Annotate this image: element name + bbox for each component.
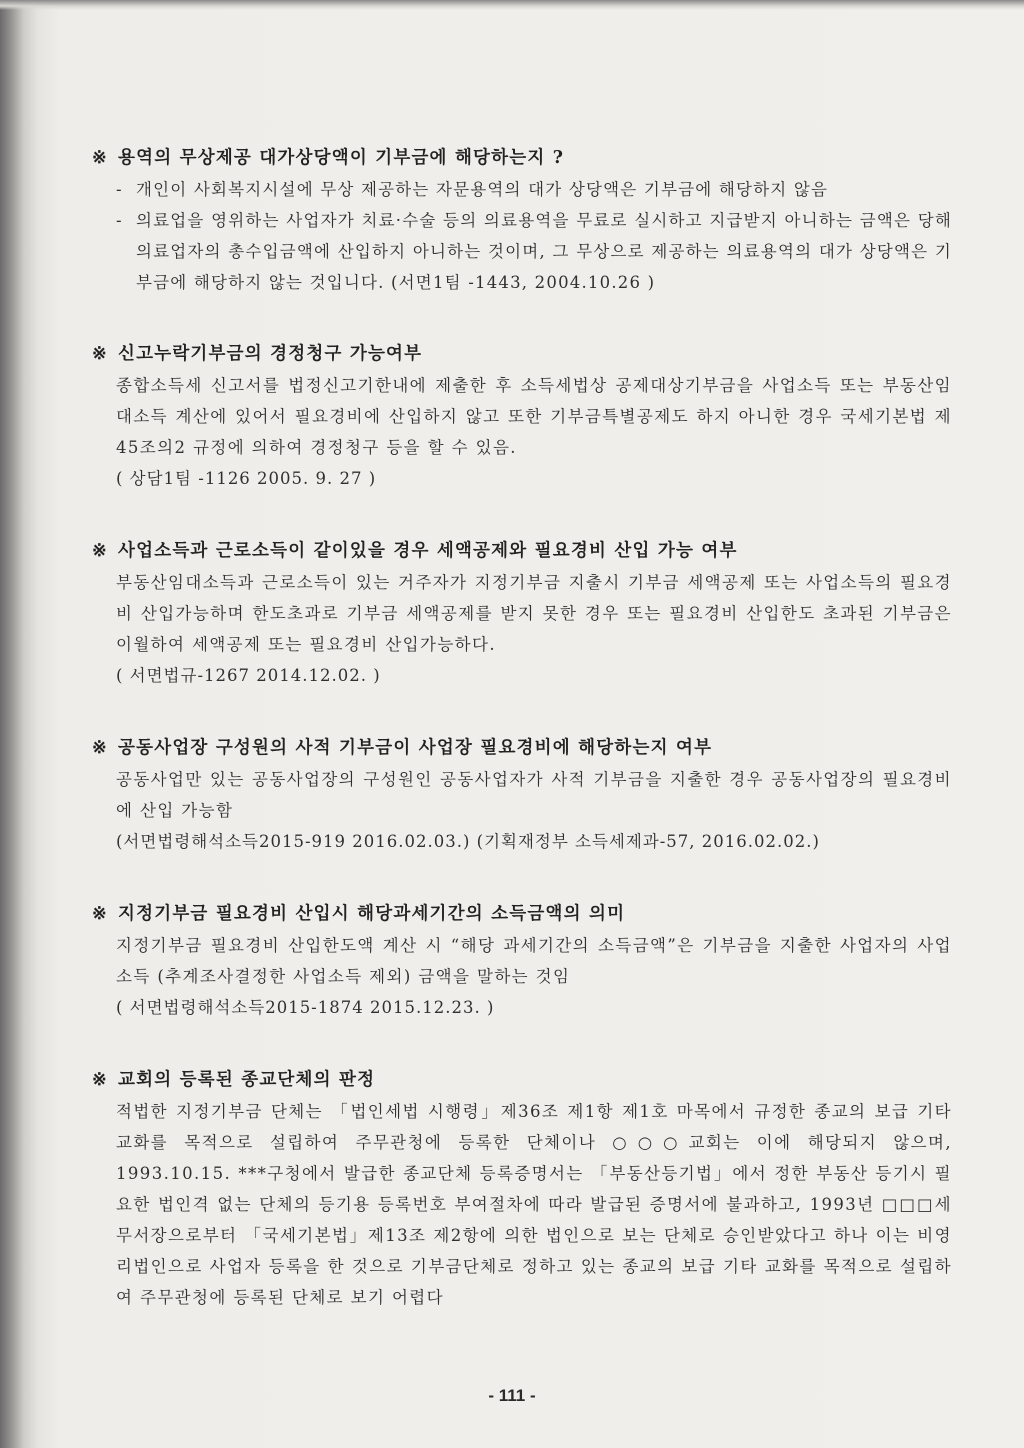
section-5 [92, 898, 952, 1023]
dash-bullet: - [116, 211, 123, 230]
section-body: 적법한 지정기부금 단체는 「법인세법 시행령」제36조 제1항 제1호 마목에서 규정한 종교의 보급 기타 교화를 목적으로 설립하여 주무관청에 등록한 단체이나 ○○○교회는 이에 해당되지 않으며, 1993.10.15. ***구청에서 발급한 종교단체 등록증명서는 「부동산등기법」에서 정한 부동산 등기시 필요한 법인격 없는 단체의 등기용 등록번호 부여절차에 따라 발급된 증명서에 불과하고, 1993년 □□□세무서장으로부터 「국세기본법」제13조 제2항에 의한 법인으로 보는 단체로 승인받았다고 하나 이는 비영리법인으로 사업자 등록을 한 것으로 기부금단체로 정하고 있는 종교의 보급 기타 교화를 목적으로 설립하여 주무관청에 등록된 단체로 보기 어렵다 [116, 1102, 952, 1307]
section-body: 지정기부금 필요경비 산입한도액 계산 시 “해당 과세기간의 소득금액”은 기부금을 지출한 사업자의 사업소득 (추계조사결정한 사업소득 제외) 금액을 말하는 것임 [116, 936, 952, 986]
section-title: 지정기부금 필요경비 산입시 해당과세기간의 소득금액의 의미 [118, 904, 626, 924]
section-heading [92, 142, 952, 174]
section-heading [92, 898, 952, 930]
section-reference: ( 서면법규-1267 2014.12.02. ) [116, 666, 381, 685]
section-reference: (서면법령해석소득2015-919 2016.02.03.) (기획재정부 소득세제과-57, 2016.02.02.) [116, 832, 820, 851]
bullet-text: 의료업을 영위하는 사업자가 치료·수술 등의 의료용역을 무료로 실시하고 지급받지 아니하는 금액은 당해 의료업자의 총수입금액에 산입하지 아니하는 것이며, 그 무상으로 제공하는 의료용역의 대가 상당액은 기부금에 해당하지 않는 것입니다. (서면1팀 -1443, 2004.10.26 ) [136, 211, 952, 292]
dash-bullet: - [116, 180, 123, 199]
section-6 [92, 1064, 952, 1313]
section-title: 신고누락기부금의 경정청구 가능여부 [118, 344, 423, 364]
page-content [92, 142, 952, 1354]
section-1 [92, 142, 952, 298]
bullet-text: 개인이 사회복지시설에 무상 제공하는 자문용역의 대가 상당액은 기부금에 해당하지 않음 [136, 180, 829, 199]
section-body: 공동사업만 있는 공동사업장의 구성원인 공동사업자가 사적 기부금을 지출한 경우 공동사업장의 필요경비에 산입 가능함 [116, 770, 952, 820]
reference-mark-icon: ※ [92, 148, 108, 168]
section-heading [92, 535, 952, 567]
section-3 [92, 535, 952, 691]
bullet-item [92, 174, 952, 205]
section-title: 사업소득과 근로소득이 같이있을 경우 세액공제와 필요경비 산입 가능 여부 [118, 541, 738, 561]
reference-mark-icon: ※ [92, 1070, 108, 1090]
section-2 [92, 338, 952, 494]
reference-mark-icon: ※ [92, 541, 108, 561]
section-title: 용역의 무상제공 대가상당액이 기부금에 해당하는지 ? [118, 148, 565, 168]
page-number: - 111 - [488, 1386, 536, 1405]
bullet-item [92, 205, 952, 298]
section-reference: ( 상담1팀 -1126 2005. 9. 27 ) [116, 469, 377, 488]
reference-mark-icon: ※ [92, 904, 108, 924]
section-heading [92, 338, 952, 370]
section-heading [92, 1064, 952, 1096]
section-body: 부동산임대소득과 근로소득이 있는 거주자가 지정기부금 지출시 기부금 세액공제 또는 사업소득의 필요경비 산입가능하며 한도초과로 기부금 세액공제를 받지 못한 경우 또는 필요경비 산입한도 초과된 기부금은 이월하여 세액공제 또는 필요경비 산입가능하다. [116, 573, 952, 654]
page-top-shadow [0, 0, 1024, 10]
section-title: 교회의 등록된 종교단체의 판정 [118, 1070, 376, 1090]
section-heading [92, 732, 952, 764]
section-4 [92, 732, 952, 857]
section-body: 종합소득세 신고서를 법정신고기한내에 제출한 후 소득세법상 공제대상기부금을 사업소득 또는 부동산임대소득 계산에 있어서 필요경비에 산입하지 않고 또한 기부금특별공제도 하지 아니한 경우 국세기본법 제45조의2 규정에 의하여 경정청구 등을 할 수 있음. [116, 376, 952, 457]
reference-mark-icon: ※ [92, 738, 108, 758]
reference-mark-icon: ※ [92, 344, 108, 364]
section-title: 공동사업장 구성원의 사적 기부금이 사업장 필요경비에 해당하는지 여부 [118, 738, 713, 758]
section-reference: ( 서면법령해석소득2015-1874 2015.12.23. ) [116, 998, 495, 1017]
